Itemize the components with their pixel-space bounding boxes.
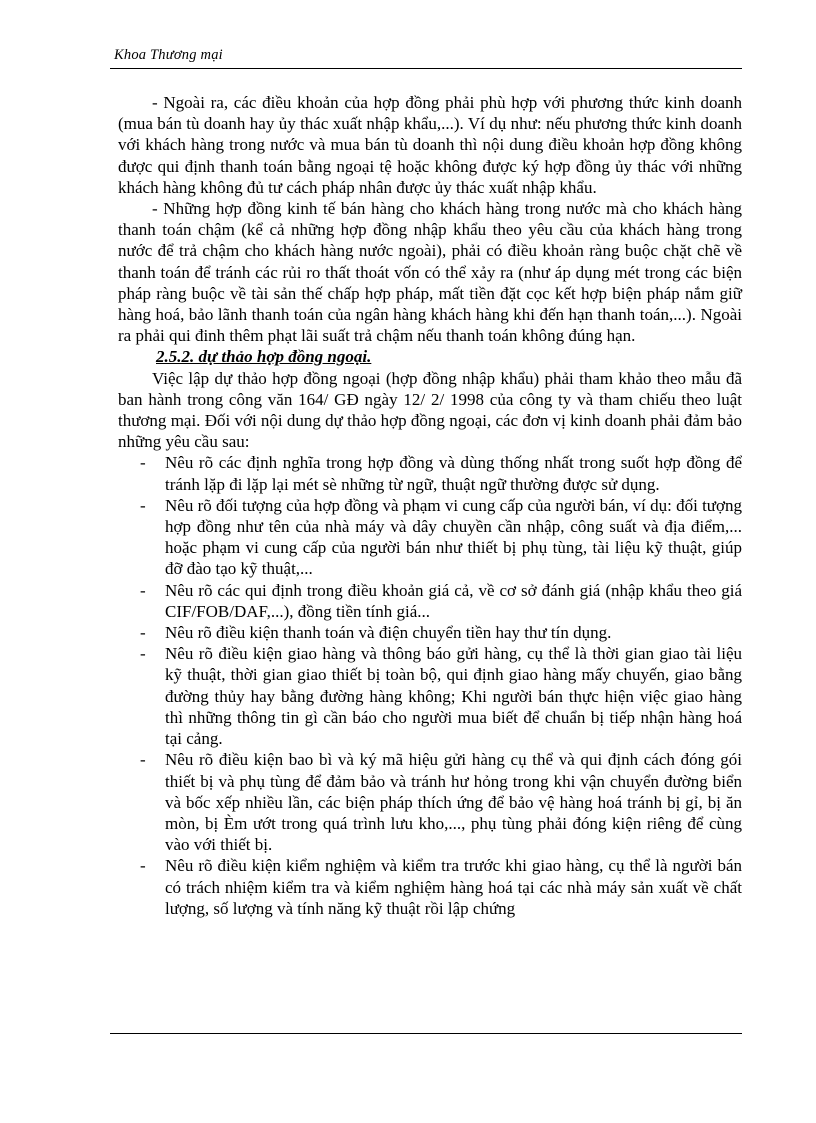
bullet-dash: - [140, 580, 146, 600]
list-item-text: Nêu rõ các định nghĩa trong hợp đồng và dùng thống nhất trong suốt hợp đồng để tránh lặp đi lặp lại mét sè những từ ngữ, thuật ngữ thường được sử dụng. [165, 453, 742, 494]
header-department: Khoa Thương mại [114, 47, 223, 63]
list-item-text: Nêu rõ điều kiện thanh toán và điện chuyển tiền hay thư tín dụng. [165, 623, 612, 643]
list-item [118, 643, 742, 749]
bullet-dash: - [140, 856, 146, 876]
list-item [118, 749, 742, 855]
document-body [118, 92, 742, 919]
page-header [110, 46, 742, 69]
paragraph-draft-contract: Việc lập dự thảo hợp đồng ngoại (hợp đồng nhập khẩu) phải tham khảo theo mẫu đã ban hành trong công văn 164/ GĐ ngày 12/ 2/ 1998 của công ty và tham chiếu theo luật thương mại. Đối với nội dung dự thảo hợp đồng ngoại, các đơn vị kinh doanh phải đảm bảo những yêu cầu sau: [118, 368, 742, 452]
bullet-dash: - [140, 644, 146, 664]
list-item-text: Nêu rõ điều kiện bao bì và ký mã hiệu gửi hàng cụ thể và qui định cách đóng gói thiết bị và phụ tùng để đảm bảo và tránh hư hỏng trong khi vận chuyển đường biển và bốc xếp nhiều lần, các biện pháp thích ứng để bảo vệ hàng hoá tránh bị gỉ, bị ăn mòn, bị Èm ướt trong quá trình lưu kho,..., phụ tùng phải đóng kiện riêng để cùng vào với thiết bị. [165, 750, 742, 855]
bullet-dash: - [140, 453, 146, 473]
list-item [118, 495, 742, 580]
list-item-text: Nêu rõ điều kiện kiểm nghiệm và kiểm tra trước khi giao hàng, cụ thể là người bán có trách nhiệm kiểm tra và kiểm nghiệm hàng hoá tại các nhà máy sản xuất về chất lượng, số lượng và tính năng kỹ thuật rồi lập chứng [165, 856, 742, 918]
list-item [118, 622, 742, 643]
list-item-text: Nêu rõ các qui định trong điều khoản giá cả, về cơ sở đánh giá (nhập khẩu theo giá CIF/FOB/DAF,...), đồng tiền tính giá... [165, 580, 742, 621]
list-item-text: Nêu rõ điều kiện giao hàng và thông báo gửi hàng, cụ thể là thời gian giao tài liệu kỹ thuật, thời gian giao thiết bị toàn bộ, qui định giao hàng mấy chuyến, giao bằng đường thủy hay bằng đường hàng không; Khi người bán thực hiện việc giao hàng thì những thông tin gì cần báo cho người mua biết để chuẩn bị tiếp nhận hàng hoá tại cảng. [165, 644, 742, 749]
bullet-dash: - [140, 750, 146, 770]
list-item [118, 855, 742, 919]
section-heading: 2.5.2. dự thảo hợp đồng ngoại. [156, 347, 372, 367]
paragraph-business-method: - Ngoài ra, các điều khoản của hợp đồng phải phù hợp với phương thức kinh doanh (mua bán tù doanh hay ủy thác xuất nhập khẩu,...). Ví dụ như: nếu phương thức kinh doanh với khách hàng trong nước và mua bán tù doanh thì nội dung điều khoản hợp đồng không được qui định thanh toán bằng ngoại tệ hoặc không được ký hợp đồng ủy thác với những khách hàng không đủ tư cách pháp nhân được ủy thác xuất nhập khẩu. [118, 93, 742, 197]
list-item [118, 580, 742, 622]
requirements-list [118, 452, 742, 918]
list-item-text: Nêu rõ đối tượng của hợp đồng và phạm vi cung cấp của người bán, ví dụ: đối tượng hợp đồng như tên của nhà máy và dây chuyền cần nhập, công suất và địa điểm,... hoặc phạm vi cung cấp của người bán như thiết bị phụ tùng, tài liệu kỹ thuật, giúp đỡ đào tạo kỹ thuật,... [165, 495, 742, 579]
footer-divider [110, 1033, 742, 1034]
paragraph-deferred-payment: - Những hợp đồng kinh tế bán hàng cho khách hàng trong nước mà cho khách hàng thanh toán chậm (kể cả những hợp đồng nhập khẩu theo yêu cầu của khách hàng trong nước để trả chậm cho khách hàng nước ngoài), phải có điều khoản ràng buộc chặt chẽ về thanh toán để tránh các rủi ro thất thoát vốn có thể xảy ra (như áp dụng mét trong các biện pháp ràng buộc về tài sản thế chấp hợp pháp, mất tiền đặt cọc kết hợp biện pháp nắm giữ hàng hoá, bảo lãnh thanh toán của ngân hàng khách hàng khi đến hạn thanh toán,...). Ngoài ra phải qui đinh thêm phạt lãi suất trả chậm nếu thanh toán không đúng hạn. [118, 199, 742, 346]
bullet-dash: - [140, 623, 146, 643]
list-item [118, 452, 742, 494]
bullet-dash: - [140, 495, 146, 515]
